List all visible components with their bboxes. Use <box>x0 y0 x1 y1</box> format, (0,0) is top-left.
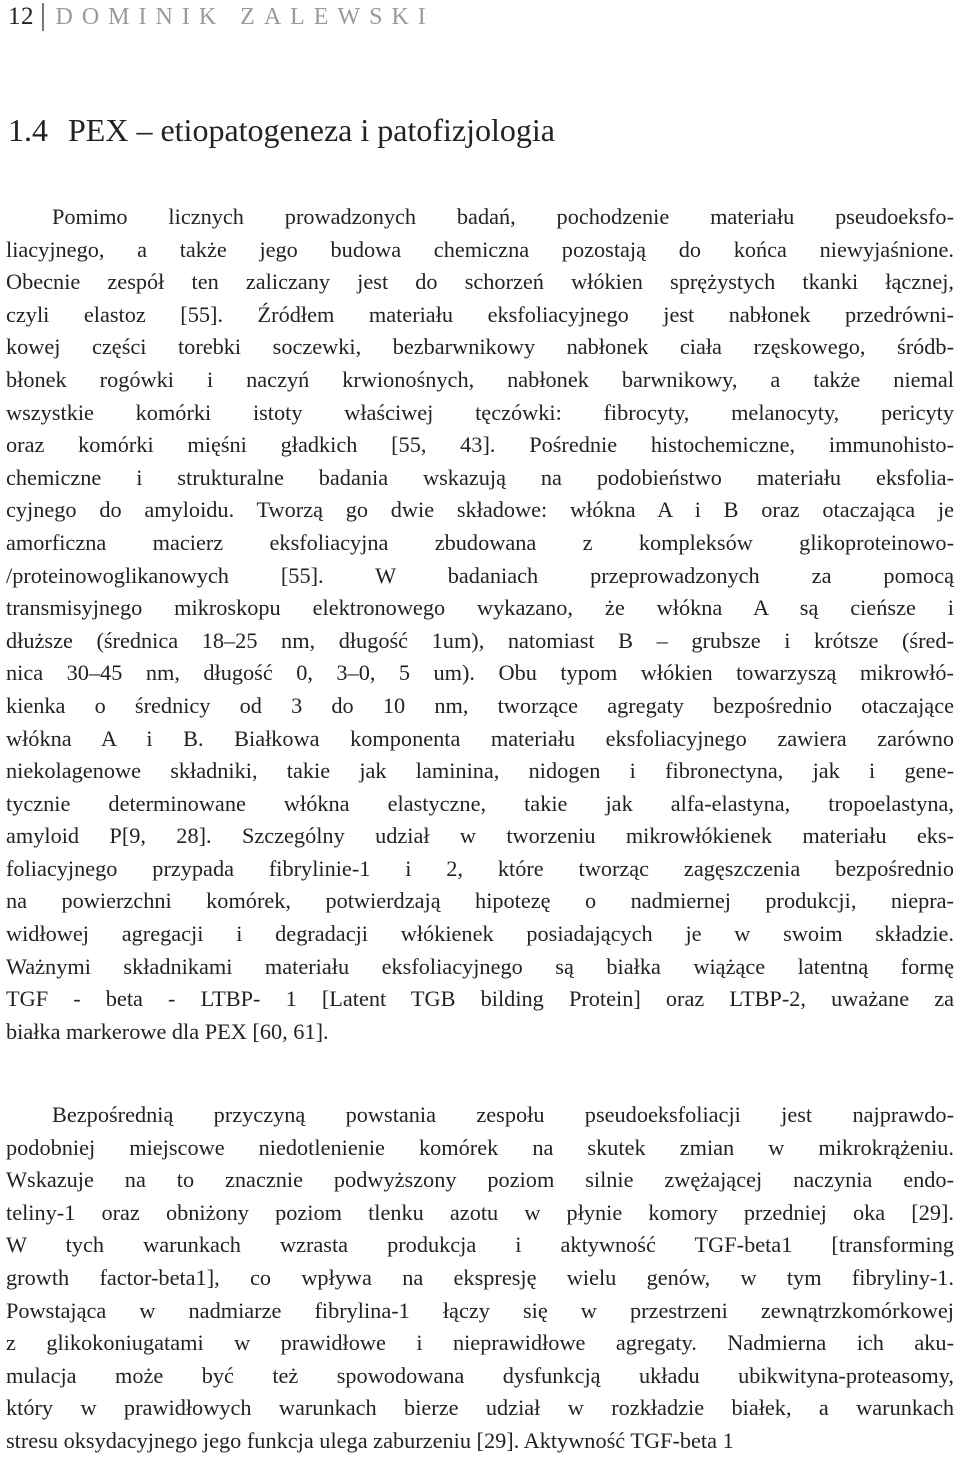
text-line: kienka o średnicy od 3 do 10 nm, tworzące agregaty bezpośrednio otaczające <box>6 692 954 718</box>
text-line: Pomimo licznych prowadzonych badań, pochodzenie materiału pseudoeksfo- <box>52 204 954 229</box>
paragraph-1-text <box>6 201 954 1048</box>
text-line: Obecnie zespół ten zaliczany jest do schorzeń włókien sprężystych tkanki łącznej, <box>6 269 954 295</box>
text-line: włókna A i B. Białkowa komponenta materiału eksfoliacyjnego zawiera zarówno <box>6 725 954 751</box>
text-line: wszystkie komórki istoty właściwej tęczówki: fibrocyty, melanocyty, pericyty <box>6 399 954 425</box>
text-line: błonek rogówki i naczyń krwionośnych, nabłonek barwnikowy, a także niemal <box>6 366 954 392</box>
text-line: mulacja może być też spowodowana dysfunkcją układu ubikwityna-proteasomy, <box>6 1362 954 1388</box>
text-line: chemiczne i strukturalne badania wskazują na podobieństwo materiału eksfolia- <box>6 464 954 490</box>
paragraph-2-text <box>6 1099 954 1458</box>
text-line: amyloid P[9, 28]. Szczególny udział w tworzeniu mikrowłókienek materiału eks- <box>6 823 954 849</box>
text-line: widłowej agregacji i degradacji włókienek posiadających je w swoim składzie. <box>6 921 954 947</box>
text-line: czyli elastoz [55]. Źródłem materiału eksfoliacyjnego jest nabłonek przedrówni- <box>6 301 954 327</box>
text-line: teliny-1 oraz obniżony poziom tlenku azotu w płynie komory przedniej oka [29]. <box>6 1199 954 1225</box>
text-line: amorficzna macierz eksfoliacyjna zbudowana z kompleksów glikoproteinowo- <box>6 529 954 555</box>
paragraph-2 <box>6 1099 954 1458</box>
section-title: PEX – etiopatogeneza i patofizjologia <box>68 112 555 148</box>
text-line: nica 30–45 nm, długość 0, 3–0, 5 um). Obu typom włókien towarzyszą mikrowłó- <box>6 660 954 686</box>
text-line: stresu oksydacyjnego jego funkcja ulega zaburzeniu [29]. Aktywność TGF-beta 1 <box>6 1427 734 1453</box>
text-line: liacyjnego, a także jego budowa chemiczna pozostają do końca niewyjaśnione. <box>6 236 954 262</box>
running-head-author: DOMINIK ZALEWSKI <box>55 4 435 30</box>
section-number: 1.4 <box>8 112 48 148</box>
text-line: W tych warunkach wzrasta produkcja i aktywność TGF-beta1 [transforming <box>6 1232 954 1258</box>
text-line: oraz komórki mięśni gładkich [55, 43]. Pośrednie histochemiczne, immunohisto- <box>6 432 954 458</box>
text-line: Wskazuje na to znacznie podwyższony poziom silnie zwężającej naczynia endo- <box>6 1167 954 1193</box>
text-line: tycznie determinowane włókna elastyczne, takie jak alfa-elastyna, tropoelastyna, <box>6 790 954 816</box>
text-line: dłuższe (średnica 18–25 nm, długość 1um), natomiast B – grubsze i krótsze (śred- <box>6 627 954 653</box>
text-line: foliacyjnego przypada fibrylinie-1 i 2, które tworząc zagęszczenia bezpośrednio <box>6 855 954 881</box>
header-divider <box>42 3 44 31</box>
text-line: Powstająca w nadmiarze fibrylina-1 łączy się w przestrzeni zewnątrzkomórkowej <box>6 1297 954 1323</box>
paragraph-1 <box>6 201 954 1048</box>
text-line: z glikokoniugatami w prawidłowe i nieprawidłowe agregaty. Nadmierna ich aku- <box>6 1330 954 1356</box>
running-head <box>8 0 435 34</box>
text-line: kowej części torebki soczewki, bezbarwnikowy nabłonek ciała rzęskowego, śródb- <box>6 334 954 360</box>
text-line: /proteinowoglikanowych [55]. W badaniach przeprowadzonych za pomocą <box>6 562 954 588</box>
text-line: TGF - beta - LTBP- 1 [Latent TGB bilding Protein] oraz LTBP-2, uważane za <box>6 986 954 1012</box>
text-line: białka markerowe dla PEX [60, 61]. <box>6 1018 329 1044</box>
text-line: który w prawidłowych warunkach bierze udział w rozkładzie białek, a warunkach <box>6 1395 954 1421</box>
text-line: Bezpośrednią przyczyną powstania zespołu pseudoeksfoliacji jest najprawdo- <box>52 1102 954 1127</box>
text-line: Ważnymi składnikami materiału eksfoliacyjnego są białka wiążące latentną formę <box>6 953 954 979</box>
section-heading <box>8 110 555 150</box>
text-line: niekolagenowe składniki, takie jak laminina, nidogen i fibronectyna, jak i gene- <box>6 758 954 784</box>
page-number: 12 <box>8 3 34 30</box>
text-line: transmisyjnego mikroskopu elektronowego wykazano, że włókna A są cieńsze i <box>6 595 954 621</box>
text-line: cyjnego do amyloidu. Tworzą go dwie składowe: włókna A i B oraz otaczająca je <box>6 497 954 523</box>
text-line: podobniej miejscowe niedotlenienie komórek na skutek zmian w mikrokrążeniu. <box>6 1134 954 1160</box>
text-line: growth factor-beta1], co wpływa na ekspresję wielu genów, w tym fibryliny-1. <box>6 1264 954 1290</box>
text-line: na powierzchni komórek, potwierdzają hipotezę o nadmiernej produkcji, niepra- <box>6 888 954 914</box>
